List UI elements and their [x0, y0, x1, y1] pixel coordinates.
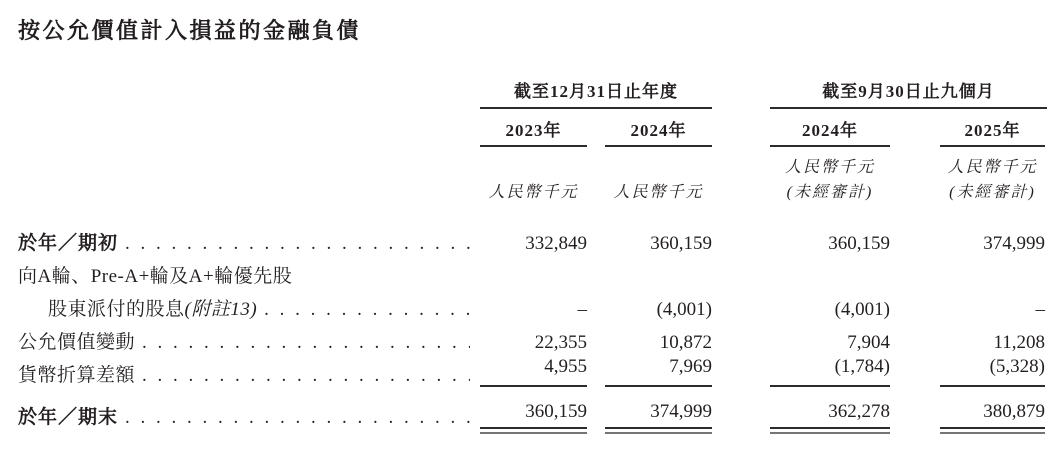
row-label: 於年／期初 [18, 233, 119, 254]
cell-value: 11,208 [993, 332, 1045, 353]
column-group-header-annual: 截至12月31日止年度 [480, 77, 712, 109]
cell-value: 7,904 [847, 332, 890, 353]
dot-leader [264, 299, 470, 321]
dot-leader [142, 332, 470, 354]
column-gap [890, 354, 915, 387]
cell-total-value: 360,159 [480, 401, 587, 429]
empty-cell [770, 255, 890, 288]
cell-value: 10,872 [659, 332, 712, 353]
empty-cell [915, 255, 1047, 288]
column-gap [890, 255, 915, 288]
column-group-header-ninemonth: 截至9月30日止九個月 [770, 77, 1047, 109]
empty-cell [590, 255, 712, 288]
empty-cell [470, 255, 590, 288]
column-gap [712, 387, 770, 429]
year-header-2024-interim: 2024年 [770, 109, 890, 147]
column-gap [712, 147, 770, 202]
column-gap [890, 109, 915, 147]
unit-label: 人民幣千元 [613, 184, 704, 201]
page-title: 按公允價值計入損益的金融負債 [18, 18, 362, 43]
column-gap [890, 288, 915, 321]
table-row [18, 147, 1047, 202]
column-gap [712, 77, 770, 109]
financial-table [18, 77, 1047, 429]
cell-value: 332,849 [525, 233, 587, 254]
row-label: 貨幣折算差額 [18, 365, 136, 386]
unit-label: 人民幣千元 [947, 159, 1038, 176]
row-label: 股東派付的股息 [48, 299, 185, 320]
unaudited-note: (未經審計) [949, 184, 1036, 201]
row-label: 於年／期末 [18, 407, 119, 428]
cell-value: (5,328) [940, 356, 1045, 387]
table-row-dividends-line2 [18, 288, 1047, 321]
footnote-reference: (附註13) [184, 299, 258, 320]
year-header-2025-interim: 2025年 [940, 109, 1045, 147]
cell-total-value: 380,879 [940, 401, 1045, 429]
row-label: 公允價值變動 [18, 332, 136, 353]
column-gap [890, 147, 915, 202]
table-row-closing-balance [18, 387, 1047, 429]
table-row [18, 109, 1047, 147]
dot-leader [125, 233, 470, 255]
cell-value: 374,999 [983, 233, 1045, 254]
dot-leader [142, 365, 470, 387]
year-header-2024: 2024年 [605, 109, 712, 147]
column-gap [712, 109, 770, 147]
cell-value: (4,001) [656, 299, 712, 320]
cell-value: 7,969 [605, 356, 712, 387]
column-gap [712, 321, 770, 354]
cell-value: (1,784) [770, 356, 890, 387]
empty-cell [18, 147, 470, 202]
column-gap [890, 321, 915, 354]
table-row-currency-translation [18, 354, 1047, 387]
cell-value: 360,159 [650, 233, 712, 254]
cell-value: 360,159 [828, 233, 890, 254]
empty-cell [18, 109, 470, 147]
cell-total-value: 362,278 [770, 401, 890, 429]
cell-total-value: 374,999 [605, 401, 712, 429]
column-gap [890, 202, 915, 255]
year-header-2023: 2023年 [480, 109, 587, 147]
unit-label: 人民幣千元 [784, 159, 875, 176]
cell-value: 4,955 [480, 356, 587, 387]
row-label: 向A輪、Pre-A+輪及A+輪優先股 [18, 266, 293, 287]
unit-label: 人民幣千元 [488, 184, 579, 201]
column-gap [712, 354, 770, 387]
unaudited-note: (未經審計) [786, 184, 874, 201]
table-row-dividends-line1 [18, 255, 1047, 288]
cell-value: – [577, 299, 587, 320]
dot-leader [125, 407, 470, 429]
column-gap [712, 202, 770, 255]
column-gap [890, 387, 915, 429]
column-gap [712, 255, 770, 288]
cell-value: 22,355 [534, 332, 587, 353]
table-row-opening-balance [18, 202, 1047, 255]
empty-cell [18, 77, 470, 109]
column-gap [712, 288, 770, 321]
table-row [18, 77, 1047, 109]
table-row-fair-value-change [18, 321, 1047, 354]
cell-value: – [1035, 299, 1045, 320]
cell-value: (4,001) [834, 299, 890, 320]
